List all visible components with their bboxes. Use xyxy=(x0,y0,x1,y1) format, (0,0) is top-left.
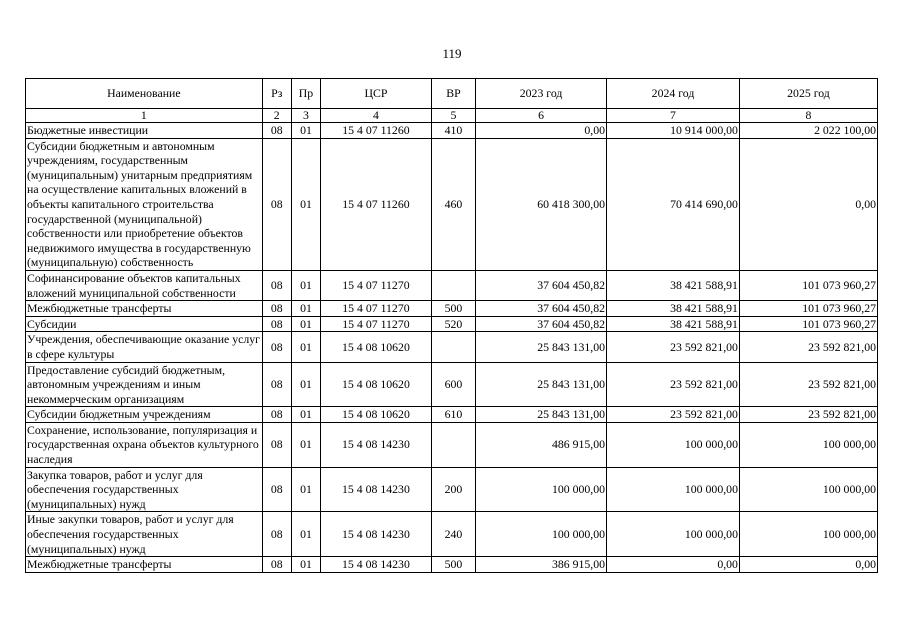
row-rz: 08 xyxy=(262,362,291,407)
row-2023: 25 843 131,00 xyxy=(476,362,607,407)
row-2023: 100 000,00 xyxy=(476,512,607,557)
row-rz: 08 xyxy=(262,407,291,423)
row-csr: 15 4 08 10620 xyxy=(321,407,432,423)
row-pr: 01 xyxy=(291,332,320,362)
row-csr: 15 4 08 14230 xyxy=(321,422,432,467)
col-header-2023: 2023 год xyxy=(476,79,607,109)
row-csr: 15 4 08 10620 xyxy=(321,362,432,407)
row-vr: 240 xyxy=(431,512,475,557)
row-name: Иные закупки товаров, работ и услуг для обеспечения государственных (муниципальных) нужд xyxy=(26,512,263,557)
row-rz: 08 xyxy=(262,301,291,317)
row-2025: 100 000,00 xyxy=(739,512,877,557)
row-pr: 01 xyxy=(291,467,320,512)
row-rz: 08 xyxy=(262,123,291,139)
budget-table xyxy=(25,78,878,573)
row-pr: 01 xyxy=(291,270,320,300)
row-vr xyxy=(431,332,475,362)
row-2024: 23 592 821,00 xyxy=(607,332,740,362)
row-2025: 101 073 960,27 xyxy=(739,316,877,332)
table-row xyxy=(26,362,878,407)
row-rz: 08 xyxy=(262,332,291,362)
row-vr xyxy=(431,422,475,467)
table-row xyxy=(26,316,878,332)
row-rz: 08 xyxy=(262,422,291,467)
row-2024: 38 421 588,91 xyxy=(607,316,740,332)
row-2025: 100 000,00 xyxy=(739,467,877,512)
row-name: Предоставление субсидий бюджетным, автономным учреждениям и иным некоммерческим организациям xyxy=(26,362,263,407)
row-pr: 01 xyxy=(291,557,320,573)
row-pr: 01 xyxy=(291,407,320,423)
row-pr: 01 xyxy=(291,316,320,332)
row-name: Межбюджетные трансферты xyxy=(26,557,263,573)
table-row xyxy=(26,467,878,512)
page-number: 119 xyxy=(442,46,462,61)
row-pr: 01 xyxy=(291,138,320,270)
col-number: 5 xyxy=(431,109,475,123)
row-2025: 2 022 100,00 xyxy=(739,123,877,139)
row-name: Сохранение, использование, популяризация и государственная охрана объектов культурного наследия xyxy=(26,422,263,467)
table-row xyxy=(26,123,878,139)
row-2024: 100 000,00 xyxy=(607,422,740,467)
table-row xyxy=(26,407,878,423)
row-vr: 410 xyxy=(431,123,475,139)
row-2023: 25 843 131,00 xyxy=(476,407,607,423)
row-rz: 08 xyxy=(262,467,291,512)
row-rz: 08 xyxy=(262,138,291,270)
row-name: Софинансирование объектов капитальных вложений муниципальной собственности xyxy=(26,270,263,300)
row-name: Бюджетные инвестиции xyxy=(26,123,263,139)
table-row xyxy=(26,512,878,557)
row-2025: 0,00 xyxy=(739,138,877,270)
row-2023: 100 000,00 xyxy=(476,467,607,512)
row-2024: 100 000,00 xyxy=(607,467,740,512)
col-number: 6 xyxy=(476,109,607,123)
row-2023: 37 604 450,82 xyxy=(476,270,607,300)
row-2024: 23 592 821,00 xyxy=(607,362,740,407)
row-2024: 10 914 000,00 xyxy=(607,123,740,139)
row-csr: 15 4 08 10620 xyxy=(321,332,432,362)
row-pr: 01 xyxy=(291,123,320,139)
col-number: 7 xyxy=(607,109,740,123)
row-2025: 101 073 960,27 xyxy=(739,301,877,317)
col-number: 8 xyxy=(739,109,877,123)
row-csr: 15 4 08 14230 xyxy=(321,557,432,573)
row-2023: 0,00 xyxy=(476,123,607,139)
col-number: 1 xyxy=(26,109,263,123)
row-csr: 15 4 07 11260 xyxy=(321,138,432,270)
col-header-2025: 2025 год xyxy=(739,79,877,109)
row-pr: 01 xyxy=(291,362,320,407)
row-2025: 23 592 821,00 xyxy=(739,332,877,362)
row-pr: 01 xyxy=(291,301,320,317)
row-2024: 38 421 588,91 xyxy=(607,270,740,300)
row-name: Закупка товаров, работ и услуг для обеспечения государственных (муниципальных) нужд xyxy=(26,467,263,512)
row-2025: 23 592 821,00 xyxy=(739,362,877,407)
row-vr: 520 xyxy=(431,316,475,332)
row-2024: 0,00 xyxy=(607,557,740,573)
row-2023: 486 915,00 xyxy=(476,422,607,467)
row-csr: 15 4 07 11270 xyxy=(321,270,432,300)
header-row xyxy=(26,79,878,109)
col-header-csr: ЦСР xyxy=(321,79,432,109)
row-2024: 70 414 690,00 xyxy=(607,138,740,270)
row-rz: 08 xyxy=(262,316,291,332)
row-vr xyxy=(431,270,475,300)
row-name: Межбюджетные трансферты xyxy=(26,301,263,317)
row-csr: 15 4 08 14230 xyxy=(321,512,432,557)
row-2024: 100 000,00 xyxy=(607,512,740,557)
table-row xyxy=(26,138,878,270)
row-name: Субсидии бюджетным и автономным учреждениям, государственным (муниципальным) унитарным предприятиям на осуществление капитальных вложений в объекты капитального строительства государственной (муниципальной) собственности или приобретение объектов недвижимого имущества в государственную (муниципальную) собственность xyxy=(26,138,263,270)
row-2023: 37 604 450,82 xyxy=(476,301,607,317)
row-rz: 08 xyxy=(262,270,291,300)
row-2024: 23 592 821,00 xyxy=(607,407,740,423)
table-row xyxy=(26,270,878,300)
row-vr: 460 xyxy=(431,138,475,270)
col-header-pr: Пр xyxy=(291,79,320,109)
row-2025: 101 073 960,27 xyxy=(739,270,877,300)
row-vr: 200 xyxy=(431,467,475,512)
row-rz: 08 xyxy=(262,512,291,557)
col-number: 4 xyxy=(321,109,432,123)
row-pr: 01 xyxy=(291,422,320,467)
row-csr: 15 4 08 14230 xyxy=(321,467,432,512)
table-row xyxy=(26,332,878,362)
row-name: Субсидии бюджетным учреждениям xyxy=(26,407,263,423)
row-2025: 0,00 xyxy=(739,557,877,573)
col-header-rz: Рз xyxy=(262,79,291,109)
col-header-name: Наименование xyxy=(26,79,263,109)
row-2023: 60 418 300,00 xyxy=(476,138,607,270)
col-number: 3 xyxy=(291,109,320,123)
col-header-2024: 2024 год xyxy=(607,79,740,109)
col-number: 2 xyxy=(262,109,291,123)
col-header-vr: ВР xyxy=(431,79,475,109)
row-name: Субсидии xyxy=(26,316,263,332)
row-csr: 15 4 07 11270 xyxy=(321,301,432,317)
row-2025: 23 592 821,00 xyxy=(739,407,877,423)
row-vr: 610 xyxy=(431,407,475,423)
row-vr: 500 xyxy=(431,301,475,317)
row-2024: 38 421 588,91 xyxy=(607,301,740,317)
row-vr: 600 xyxy=(431,362,475,407)
column-number-row xyxy=(26,109,878,123)
row-rz: 08 xyxy=(262,557,291,573)
row-csr: 15 4 07 11260 xyxy=(321,123,432,139)
row-2025: 100 000,00 xyxy=(739,422,877,467)
row-2023: 386 915,00 xyxy=(476,557,607,573)
table-row xyxy=(26,557,878,573)
row-vr: 500 xyxy=(431,557,475,573)
table-row xyxy=(26,422,878,467)
row-2023: 37 604 450,82 xyxy=(476,316,607,332)
row-2023: 25 843 131,00 xyxy=(476,332,607,362)
row-name: Учреждения, обеспечивающие оказание услуг в сфере культуры xyxy=(26,332,263,362)
table-row xyxy=(26,301,878,317)
row-pr: 01 xyxy=(291,512,320,557)
row-csr: 15 4 07 11270 xyxy=(321,316,432,332)
